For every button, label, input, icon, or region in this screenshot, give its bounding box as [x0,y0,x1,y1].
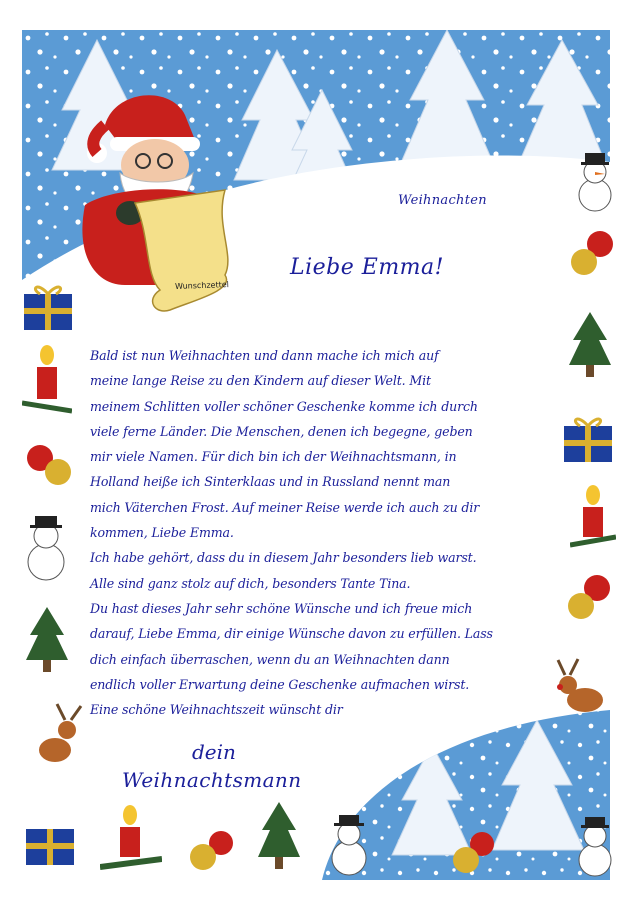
candle-icon-left [22,345,72,417]
reindeer-icon-left [25,700,87,780]
snowman-icon-bottom [325,810,373,880]
letter-line: mir viele Namen. Für dich bin ich der Weihnachtsmann, in [90,449,457,465]
letter-line: endlich voller Erwartung deine Geschenke aufmachen wirst. [90,676,470,692]
letter-line: meine lange Reise zu den Kindern auf dieser Welt. Mit [90,373,431,389]
ornaments-icon-2 [565,570,615,625]
scroll-label: Wunschzettel [174,280,230,291]
letter-line: meinem Schlitten voller schöner Geschenke komme ich durch [90,398,478,414]
christmas-tree-icon [565,310,615,380]
snowman-icon-left [22,512,70,584]
gift-box-icon-left [20,280,76,332]
letter-line: Du hast dieses Jahr sehr schöne Wünsche und ich freue mich [90,600,473,616]
ornaments-icon-bottom-2 [450,828,500,878]
ornaments-icon-left [22,440,77,490]
snowman-icon [575,150,615,215]
signature-line-1: dein [192,740,236,764]
letter-line: viele ferne Länder. Die Menschen, denen ich begegne, geben [90,423,473,439]
christmas-tree-icon-bottom [255,800,303,872]
letter-line: Ich habe gehört, dass du in diesem Jahr besonders lieb warst. [90,550,477,566]
letter-line: dich einfach überraschen, wenn du an Weihnachten dann [90,651,450,667]
letter-line: mich Väterchen Frost. Auf meiner Reise werde ich auch zu dir [90,499,480,515]
letter-line: Alle sind ganz stolz auf dich, besonders Tante Tina. [90,575,411,591]
candle-icon [570,485,616,551]
gift-box-icon-bottom [22,815,78,867]
signature-line-2: Weihnachtsmann [122,768,302,792]
christmas-tree-icon-left [22,605,72,675]
ornaments-icon-bottom [185,825,240,875]
letter-line: Bald ist nun Weihnachten und dann mache ich mich auf [90,348,439,363]
letter-place: Weihnachten [398,193,487,208]
ornaments-icon [568,228,616,278]
santa-illustration [75,85,260,325]
gift-box-icon [560,412,616,464]
letter-line: Eine schöne Weihnachtszeit wünscht dir [90,702,343,718]
letter-line: kommen, Liebe Emma. [90,525,234,541]
letter-line: Holland heiße ich Sinterklaas und in Russland nennt man [90,474,451,490]
letter-greeting: Liebe Emma! [290,255,444,280]
candle-icon-bottom [100,805,162,875]
letter-line: darauf, Liebe Emma, dir einige Wünsche davon zu erfüllen. Lass [90,626,493,642]
snowman-icon-bottom-2 [575,812,615,880]
letter-body [90,343,560,722]
